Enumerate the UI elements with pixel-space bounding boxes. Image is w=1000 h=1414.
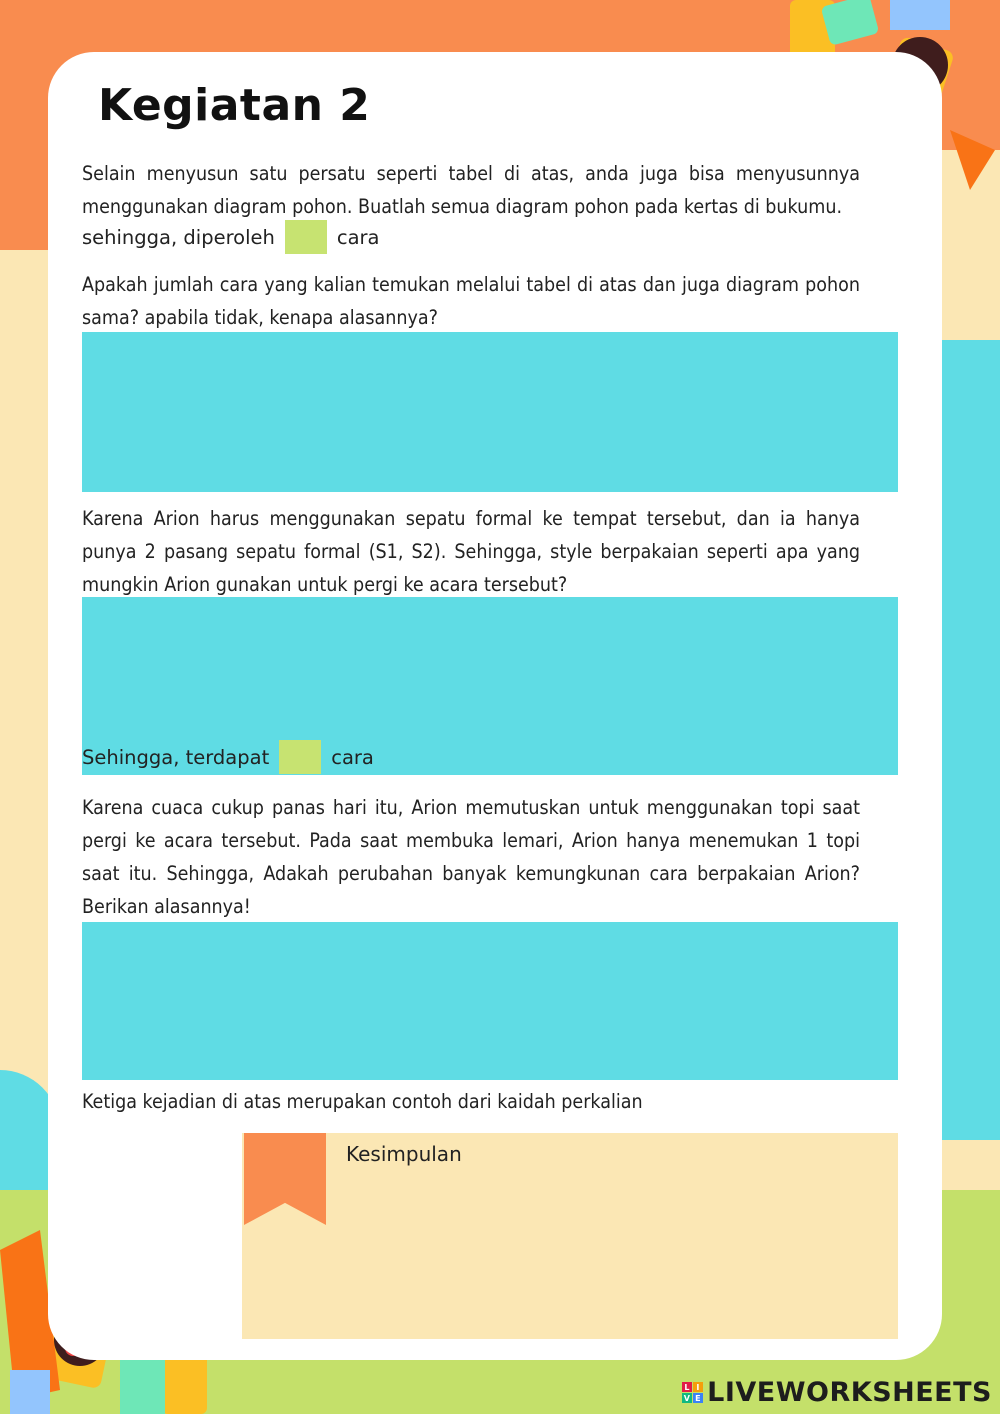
answer-box-question-1[interactable] (82, 332, 898, 492)
liveworksheets-logo-text: LIVEWORKSHEETS (707, 1377, 992, 1408)
instruction-paragraph: Selain menyusun satu persatu seperti tabel di atas, anda juga bisa menyusunnya menggunakan diagram pohon. Buatlah semua diagram pohon pada kertas di bukumu. (82, 162, 860, 218)
result-1-suffix: cara (336, 225, 380, 249)
live-badge-icon: L I V E (682, 1382, 703, 1403)
page-title: Kegiatan 2 (98, 80, 371, 131)
statement-text: Ketiga kejadian di atas merupakan contoh dari kaidah perkalian (82, 1090, 643, 1113)
liveworksheets-logo (682, 1377, 992, 1408)
answer-box-question-3[interactable] (82, 922, 898, 1080)
conclusion-box[interactable] (242, 1133, 898, 1339)
answer-input-total-ways[interactable] (285, 220, 327, 254)
result-2-suffix: cara (331, 745, 374, 769)
question-2-text: Karena Arion harus menggunakan sepatu formal ke tempat tersebut, dan ia hanya punya 2 pasang sepatu formal (S1, S2). Sehingga, style berpakaian seperti apa yang mungkin Arion gunakan untuk pergi ke acara tersebut? (82, 507, 860, 596)
answer-input-style-count[interactable] (279, 740, 321, 774)
result-1-prefix: sehingga, diperoleh (82, 225, 275, 249)
conclusion-label: Kesimpulan (346, 1142, 462, 1166)
question-1-text: Apakah jumlah cara yang kalian temukan melalui tabel di atas dan juga diagram pohon sama? apabila tidak, kenapa alasannya? (82, 273, 860, 329)
result-2-prefix: Sehingga, terdapat (82, 745, 270, 769)
question-3-text: Karena cuaca cukup panas hari itu, Arion memutuskan untuk menggunakan topi saat pergi ke acara tersebut. Pada saat membuka lemari, Arion hanya menemukan 1 topi saat itu. Sehingga, Adakah perubahan banyak kemungkunan cara berpakaian Arion? Berikan alasannya! (82, 796, 860, 918)
result-row-2 (82, 740, 374, 774)
result-row-1 (82, 220, 380, 254)
